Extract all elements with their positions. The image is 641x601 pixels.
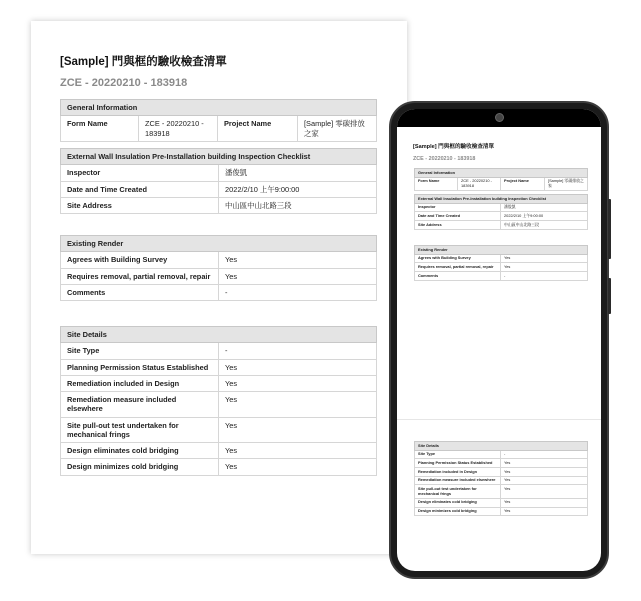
row-value: Yes [219, 417, 377, 443]
general-information-header: General Information [61, 100, 377, 116]
row-label: Site Type [415, 450, 501, 459]
table-row [415, 498, 588, 507]
camera-icon [495, 113, 504, 122]
row-value: Yes [501, 498, 588, 507]
row-label: Remediation measure included elsewhere [415, 476, 501, 485]
checklist-table [60, 148, 377, 214]
row-label: Planning Permission Status Established [61, 359, 219, 375]
row-value: Yes [501, 485, 588, 498]
table-row [415, 485, 588, 498]
row-value: Yes [501, 507, 588, 516]
project-name-value: [Sample] 零碳排放之家 [298, 116, 377, 142]
row-label: Requires removal, partial removal, repair [415, 263, 501, 272]
general-information-header: General Information [415, 169, 588, 178]
table-row [61, 392, 377, 418]
row-value: Yes [219, 443, 377, 459]
general-information-table [60, 99, 377, 142]
row-value: - [219, 343, 377, 359]
power-button [608, 278, 611, 314]
table-row [415, 203, 588, 212]
volume-button [608, 199, 611, 259]
existing-render-header: Existing Render [61, 236, 377, 252]
table-row [415, 272, 588, 281]
site-details-table [60, 326, 377, 476]
row-label: Design minimizes cold bridging [61, 459, 219, 475]
row-label: Site Address [415, 221, 501, 230]
mobile-page-title: [Sample] 門與框的驗收檢查清單 [413, 144, 495, 150]
phone-mockup [389, 101, 609, 579]
site-details-header: Site Details [415, 442, 588, 451]
table-row [415, 212, 588, 221]
row-value: - [501, 272, 588, 281]
row-label: Inspector [415, 203, 501, 212]
table-row [61, 197, 377, 213]
row-value: Yes [219, 252, 377, 268]
table-row [415, 254, 588, 263]
row-label: Site Type [61, 343, 219, 359]
row-value: Yes [219, 359, 377, 375]
row-label: Remediation included in Design [61, 375, 219, 391]
table-row [61, 417, 377, 443]
project-name-label: Project Name [218, 116, 298, 142]
row-label: Site pull-out test undertaken for mechanical frings [415, 485, 501, 498]
row-value: 潘俊凱 [219, 165, 377, 181]
row-value: Yes [501, 476, 588, 485]
row-value: Yes [219, 392, 377, 418]
document-sheet [31, 21, 407, 554]
table-row [415, 177, 588, 190]
row-value: 2022/2/10 上午9:00:00 [219, 181, 377, 197]
form-name-label: Form Name [61, 116, 139, 142]
table-row [415, 450, 588, 459]
row-value: 2022/2/10 上午9:00:00 [501, 212, 588, 221]
checklist-header: External Wall Insulation Pre-Installation building Inspection Checklist [415, 195, 588, 204]
row-label: Design minimizes cold bridging [415, 507, 501, 516]
table-row [61, 268, 377, 284]
existing-render-table [60, 235, 377, 301]
table-row [415, 221, 588, 230]
mobile-checklist-table [414, 194, 588, 230]
mobile-form-reference: ZCE - 20220210 - 183918 [413, 156, 476, 162]
table-row [61, 181, 377, 197]
row-value: Yes [219, 268, 377, 284]
row-label: Planning Permission Status Established [415, 459, 501, 468]
row-label: Remediation included in Design [415, 468, 501, 477]
row-label: Date and Time Created [415, 212, 501, 221]
site-details-header: Site Details [61, 327, 377, 343]
row-label: Site pull-out test undertaken for mechanical frings [61, 417, 219, 443]
row-value: Yes [501, 459, 588, 468]
table-row [61, 252, 377, 268]
mobile-general-information-table [414, 168, 588, 191]
row-value: - [501, 450, 588, 459]
project-name-label: Project Name [501, 177, 545, 190]
checklist-header: External Wall Insulation Pre-Installation building Inspection Checklist [61, 149, 377, 165]
table-row [61, 165, 377, 181]
mobile-existing-render-table [414, 245, 588, 281]
row-value: Yes [219, 459, 377, 475]
row-value: 潘俊凱 [501, 203, 588, 212]
row-label: Design eliminates cold bridging [415, 498, 501, 507]
row-value: Yes [501, 254, 588, 263]
row-label: Site Address [61, 197, 219, 213]
row-value: - [219, 284, 377, 300]
row-value: Yes [501, 263, 588, 272]
page-break [397, 419, 601, 420]
row-label: Comments [415, 272, 501, 281]
project-name-value: [Sample] 零碳排放之家 [545, 177, 588, 190]
row-value: 中山區中山北路三段 [219, 197, 377, 213]
row-label: Requires removal, partial removal, repair [61, 268, 219, 284]
form-reference: ZCE - 20220210 - 183918 [60, 77, 188, 89]
table-row [61, 459, 377, 475]
table-row [415, 507, 588, 516]
form-name-value: ZCE - 20220210 - 183918 [458, 177, 501, 190]
row-label: Inspector [61, 165, 219, 181]
row-value: Yes [219, 375, 377, 391]
table-row [61, 343, 377, 359]
phone-screen[interactable] [397, 109, 601, 571]
table-row [61, 116, 377, 142]
table-row [61, 359, 377, 375]
mobile-site-details-table [414, 441, 588, 516]
table-row [415, 263, 588, 272]
row-label: Remediation measure included elsewhere [61, 392, 219, 418]
existing-render-header: Existing Render [415, 246, 588, 255]
row-label: Date and Time Created [61, 181, 219, 197]
table-row [61, 284, 377, 300]
row-label: Comments [61, 284, 219, 300]
row-value: Yes [501, 468, 588, 477]
form-name-label: Form Name [415, 177, 458, 190]
row-label: Agrees with Building Survey [415, 254, 501, 263]
table-row [415, 476, 588, 485]
row-label: Design eliminates cold bridging [61, 443, 219, 459]
table-row [61, 375, 377, 391]
row-label: Agrees with Building Survey [61, 252, 219, 268]
form-name-value: ZCE - 20220210 - 183918 [139, 116, 218, 142]
status-bar [397, 109, 601, 127]
table-row [415, 468, 588, 477]
table-row [415, 459, 588, 468]
row-value: 中山區中山北路三段 [501, 221, 588, 230]
table-row [61, 443, 377, 459]
page-title: [Sample] 門與框的驗收檢查清單 [60, 56, 227, 68]
